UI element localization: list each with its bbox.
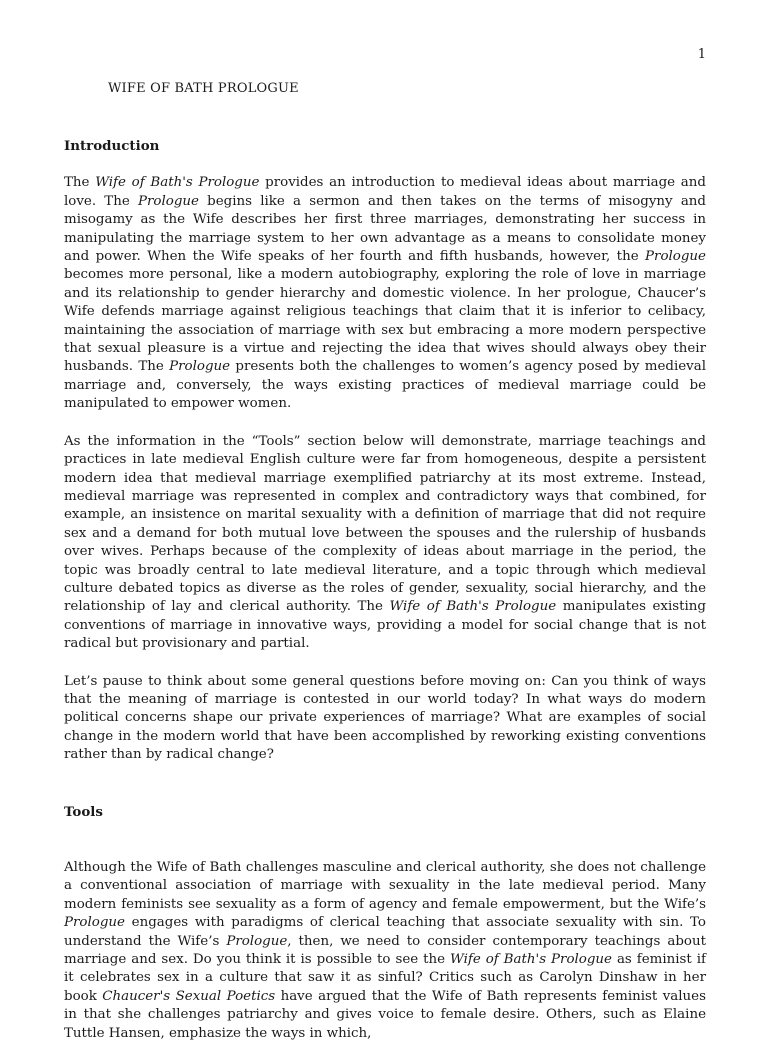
italic-title: Prologue — [138, 193, 199, 209]
italic-title: Chaucer's Sexual Poetics — [102, 988, 276, 1004]
italic-title: Prologue — [645, 249, 706, 265]
text-run: As the information in the “Tools” section below will demonstrate, marriage teachings and practices in late medieval English culture were far from homogeneous, despite a persistent modern idea that medieval marriage exemplified patriarchy at its most extreme. Instead, medieval marriage was represented in complex and contradictory ways that combined, for example, an insistence on marital sexuality with a definition of marriage that did not require sex and a demand for both mutual love between the spouses and the rulership of husbands over wives. Perhaps because of the complexity of ideas about marriage in the period, the topic was broadly central to late medieval literature, and a topic through which medieval culture debated topics as diverse as the roles of gender, sexuality, social hierarchy, and the relationship of lay and clerical authority. The — [64, 433, 706, 615]
text-run: as feminist if it celebrates sex in a culture that saw it as sinful? Critics such as Carolyn Dinshaw in her book — [64, 952, 706, 1004]
italic-title: Prologue — [226, 933, 288, 949]
text-run: engages with paradigms of clerical teaching that associate sexuality with sin. To understand the Wife’s — [64, 915, 706, 949]
italic-title: Wife of Bath's Prologue — [95, 175, 260, 191]
italic-title: Prologue — [169, 359, 231, 375]
text-run: have argued that the Wife of Bath represents feminist values in that she challenges patriarchy and gives voice to female desire. Others, such as Elaine Tuttle Hansen, emphasize the ways in which, — [64, 988, 706, 1041]
introduction-paragraph-1 — [64, 174, 706, 413]
text-run: manipulates existing conventions of marriage in innovative ways, providing a model for social change that is not radical but provisionary and partial. — [64, 599, 706, 652]
text-run: begins like a sermon and then takes on the terms of misogyny and misogamy as the Wife describes her first three marriages, demonstrating her success in manipulating the marriage system to her own advantage as a means to consolidate money and power. When the Wife speaks of her fourth and fifth husbands, however, the — [64, 193, 707, 265]
tools-paragraph-1 — [64, 859, 706, 1043]
italic-title: Prologue — [64, 915, 125, 931]
italic-title: Wife of Bath's Prologue — [450, 952, 612, 968]
section-heading-tools: Tools — [64, 803, 103, 820]
text-run: presents both the challenges to women’s agency posed by medieval marriage and, conversely, the ways existing practices of medieval marriage could be manipulated to empower women. — [64, 359, 706, 412]
text-run: provides an introduction to medieval ideas about marriage and love. The — [64, 175, 706, 209]
text-run: becomes more personal, like a modern autobiography, exploring the role of love in marriage and its relationship to gender hierarchy and domestic violence. In her prologue, Chaucer’s Wife defends marriage against religious teachings that claim that it is inferior to celibacy, maintaining the association of marriage with sex but embracing a more modern perspective that sexual pleasure is a virtue and rejecting the idea that wives should always obey their husbands. The — [64, 267, 706, 375]
text-run: The — [64, 175, 96, 191]
document-title: WIFE OF BATH PROLOGUE — [108, 81, 299, 96]
text-run: Although the Wife of Bath challenges masculine and clerical authority, she does not challenge a conventional association of marriage with sexuality in the late medieval period. Many modern feminists see sexuality as a form of agency and female empowerment, but the Wife’s — [64, 860, 706, 912]
italic-title: Wife of Bath's Prologue — [389, 599, 557, 615]
text-run: , then, we need to consider contemporary teachings about marriage and sex. Do you think it is possible to see the — [64, 933, 706, 968]
document-body — [64, 137, 706, 1043]
introduction-paragraph-3: Let’s pause to think about some general questions before moving on: Can you think of ways that the meaning of marriage is contested in our world today? In what ways do modern political concerns shape our private experiences of marriage? What are examples of social change in the modern world that have been accomplished by reworking existing conventions rather than by radical change? — [64, 673, 706, 763]
section-heading-introduction: Introduction — [64, 138, 160, 154]
page-number: 1 — [697, 47, 706, 62]
introduction-paragraph-2 — [64, 433, 706, 654]
